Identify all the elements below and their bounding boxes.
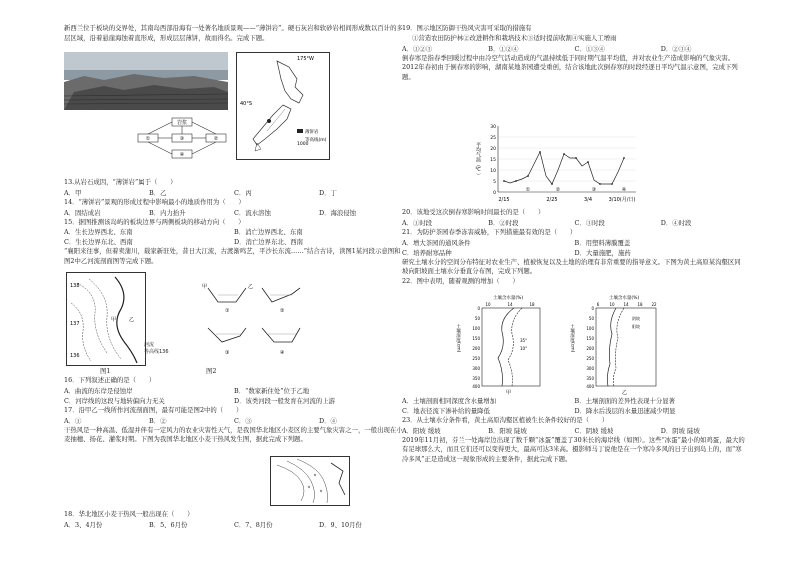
q15-option-c[interactable]: C．生长边界东北、西南 [64,238,133,247]
svg-text:18: 18 [637,302,643,307]
flow-label-magma: 岩浆 [176,120,188,126]
svg-text:250: 250 [472,356,480,361]
q23-option-b[interactable]: B．阳坡 陡坡 [488,426,527,435]
soil-ylabel: 土壤深度(cm) [455,324,461,353]
dry-hot-wind-map [270,456,350,506]
q23-option-d[interactable]: D．阴坡 陡坡 [660,426,700,435]
q18-stem: 18．华北地区小麦干热风一般出现在（ ） [64,510,194,518]
q19-option-c[interactable]: C．①③④ [574,44,605,53]
q14-option-c[interactable]: C．流水溶蚀 [234,208,271,217]
q15-stem: 15．据图推测该岛屿的板块边界与两侧板块的移动方向（ ） [64,217,245,226]
q16-option-b[interactable]: B．“数家新住处”位于乙地 [234,386,310,395]
svg-text:150: 150 [586,336,594,341]
q20-stem: 20．该地受这次倒春寒影响时间最长的是（ ） [402,208,545,216]
fig2-mark-jia-1: 甲 [202,284,208,290]
temp-xtick-1: 2/15 [498,197,510,203]
svg-text:0: 0 [493,191,496,196]
q21-option-d[interactable]: D．大量施肥，施药 [574,248,631,257]
svg-text:35°: 35° [520,338,528,343]
fig2-mark-3: ③ [225,350,230,356]
svg-text:土壤深度(cm): 土壤深度(cm) [569,324,575,353]
q14-option-d[interactable]: D．海浪侵蚀 [319,208,357,217]
q17-option-d[interactable]: D．④ [319,416,337,425]
q14-options [64,208,404,218]
figure-2-caption: 图2 [206,367,217,375]
temp-marker-4: ④ [621,187,627,193]
q22-options-row2 [402,406,747,416]
svg-text:250: 250 [586,356,594,361]
q18-option-c[interactable]: C．7、8月份 [234,520,273,529]
q13-option-c[interactable]: C．丙 [234,188,252,197]
q21-option-c[interactable]: C．培养耐寒品种 [402,248,452,257]
q22-option-d[interactable]: D．降水后浅层的水量迅速减少明显 [574,407,676,415]
q23-option-c[interactable]: C．阴坡 缓坡 [574,426,614,435]
q14-option-b[interactable]: B．内力抬升 [149,208,186,217]
q16-option-c[interactable]: C．河岸线的这段与地转偏向力无关 [64,396,165,405]
svg-text:0: 0 [477,306,480,311]
svg-text:30: 30 [490,125,496,130]
q18-option-a[interactable]: A．3、4月份 [64,520,103,529]
q14-stem: 14．“薄饼岩”景观的形成过程中影响最小的地质作用为（ ） [64,197,245,206]
svg-text:50: 50 [588,316,594,321]
right-questions-1 [402,208,747,287]
svg-text:22: 22 [651,302,657,307]
q16-options-row2 [64,396,404,406]
soil-moisture-chart-jia [452,294,552,394]
q22-option-b[interactable]: B．土壤剖面的差异性表现十分显著 [574,397,676,405]
q20-option-a[interactable]: A．①时段 [402,218,433,227]
q18-option-d[interactable]: D．9、10月份 [319,520,362,529]
q22-options-row1 [402,396,747,406]
soil-label-yi: 乙 [622,390,628,396]
svg-text:6: 6 [596,302,600,307]
q19-option-d[interactable]: D．②③④ [660,44,692,53]
svg-text:阳坡: 阳坡 [632,324,640,329]
q23-option-a[interactable]: A．阳坡 缓坡 [402,426,441,435]
q21-stem: 21．为防护茶园春季冻害威胁，下列措施最有效的是（ ） [402,227,577,236]
svg-text:50: 50 [474,316,480,321]
right-questions-2 [402,396,747,465]
q17-option-a[interactable]: A．① [64,416,82,425]
q19-option-a[interactable]: A．①②③ [402,44,433,53]
svg-text:20: 20 [490,147,496,152]
q15-option-b[interactable]: B．消亡边界西北、东南 [234,228,303,237]
svg-text:5: 5 [493,180,496,185]
q14-option-a[interactable]: A．固结成岩 [64,208,101,217]
fig1-legend-river: 河流 [144,342,155,348]
svg-text:10°: 10° [520,346,528,351]
svg-text:400: 400 [472,384,480,389]
q22-stem: 22．图中表明，随着观测的增加（ ） [402,276,519,285]
svg-text:10: 10 [485,302,491,307]
flow-label-4: ④ [179,152,185,158]
figure-1-legend [144,342,169,356]
svg-text:300: 300 [586,366,594,371]
svg-text:阴坡: 阴坡 [632,316,640,321]
temp-marker-2: ② [555,187,561,193]
svg-text:400: 400 [586,384,594,389]
new-zealand-map [236,52,330,160]
temperature-chart [476,122,648,206]
svg-text:150: 150 [472,336,480,341]
svg-text:200: 200 [472,346,480,351]
fig2-mark-yi-1: 乙 [248,284,254,290]
q17-stem: 17．沿甲乙一线所作河流剖面图，最有可能是图2中的（ ） [64,405,243,414]
q20-options [402,218,747,228]
q15-options-row1 [64,227,404,237]
right-column [402,24,747,82]
intro-paragraph-2: “襄阳来往事，但着卖蒲川，载家新驻处，昔日大江流，古渡渐鸣艺，平沙长东流……”结合古诗，读图1某河段示意图和图2中乙河流剖面图等完成下题。 [64,247,401,265]
q16-option-d[interactable]: D．该类河段一般发育在河流的上游 [234,396,335,405]
intro-paragraph-4: 倒春寒是指春季回暖过程中由冷空气活动造成的气温持续低于同时期气温平均值，并对农业生产造成影响的气象灾害。2012年春初由于倒春寒的影响，湖南某地茶园遭受重创，结合该地此次倒春寒的时段经逐日平均气温示意图，完成下列题。 [402,53,738,81]
fig1-legend-contour: 等高线136 [144,349,169,355]
svg-text:200: 200 [586,346,594,351]
map-legend-1: 薄饼岩 [305,130,319,135]
left-questions-2 [64,376,404,445]
temp-marker-1: ① [525,187,531,193]
svg-text:0: 0 [591,306,594,311]
temp-xtick-2: 2/25 [546,197,558,203]
q17-option-b[interactable]: B．② [149,416,167,425]
q15-options-row2 [64,237,404,247]
q18-option-b[interactable]: B．5、6月份 [149,520,188,529]
flow-label-1: ① [145,136,151,142]
q19-option-b[interactable]: B．①②④ [488,44,519,53]
q20-option-c[interactable]: C．③时段 [574,218,605,227]
svg-text:300: 300 [472,366,480,371]
q19-detail: ①营造农田防护林②改进耕作和栽培技术③适时提前收割④实施人工增雨 [412,33,617,42]
temp-y-label: 平均气温（℃） [475,142,481,178]
svg-text:350: 350 [586,376,594,381]
flow-diagram [136,116,228,160]
soil-title-yi: 土壤含水量(%) [608,296,640,301]
q16-options-row1 [64,386,404,396]
q16-option-a[interactable]: A．曲流的东岸是侵蚀岸 [64,386,133,395]
svg-text:乙: 乙 [129,317,135,323]
temp-marker-3: ③ [591,187,597,193]
q18-options [64,520,404,530]
q21-option-a[interactable]: A．增大茶园的通风条件 [402,238,471,247]
q13-option-d[interactable]: D．丁 [319,188,337,197]
left-column [64,24,404,43]
q23-stem: 23．从土壤水分条件看，黄土高原沟壑区植被生长条件较好的是（ ） [402,416,609,424]
intro-paragraph-5: 研究土壤水分的空间分布特征对农业生产、植被恢复以及土地的治理有非常重要的指导意义。下图为黄土高原某沟壑区同坡向阳坡面土壤水分垂直分布图，完成下列题。 [402,257,741,276]
q13-stem: 13.从岩石成因，“薄饼岩”属于（ ） [64,178,177,186]
map-legend-contour: 1000 [297,142,309,147]
figure-2-cross-sections [200,280,312,362]
soil-label-jia: 甲 [506,390,512,396]
fig2-mark-4: ④ [280,350,285,356]
figure-1-caption: 图1 [100,367,111,375]
svg-text:14: 14 [507,302,513,307]
soil-moisture-chart-yi [568,294,668,394]
q13-option-b[interactable]: B．乙 [149,188,167,197]
svg-text:350: 350 [472,376,480,381]
svg-text:10: 10 [490,169,496,174]
temp-xtick-4: 3/10(月/日) [608,197,636,203]
flow-label-3: ③ [179,136,185,142]
map-lon-label: 175°W [297,56,314,62]
q19-stem: 19．图示地区防御干热风灾害可采取的措施有 [402,24,532,32]
intro-paragraph-1: 新西兰位于板块的交界处，其南岛西部沿海有一处著名地质景观——“薄饼岩”。硬石灰岩和软砂岩相间形成数以百计的多层区域，沿着悬崖海蚀着直形成，形成层层薄饼，故而得名。完成下题。 [64,24,403,42]
q21-options-row2 [402,248,747,258]
q20-option-b[interactable]: B．②时段 [488,218,519,227]
fig1-num-136: 136 [70,353,80,359]
svg-text:18: 18 [529,302,535,307]
svg-text:14: 14 [623,302,629,307]
fig1-num-138: 138 [70,283,80,289]
temp-xtick-3: 3/4 [583,197,593,203]
q17-options [64,416,404,426]
q22-option-a[interactable]: A．土壤剖面相同深度含水量增加 [402,397,497,405]
q20-option-d[interactable]: D．④时段 [660,218,692,227]
flow-label-2: ② [213,136,219,142]
q15-option-d[interactable]: D．消亡边界东北、西南 [234,238,304,247]
q21-option-b[interactable]: B．用塑料薄膜覆盖 [574,238,631,247]
q16-stem: 16．下列叙述正确的是（ ） [64,376,156,384]
intro-paragraph-3: 干热风是一种高温、低湿并伴有一定风力的农业灾害性天气，是我国华北地区小麦区的主要气象灾害之一，一般出现在小麦抽穗、扬花、灌浆时期。下图为我国华北地区小麦干热风发生图，据此完成下列题。 [64,425,403,444]
intro-paragraph-6: 2019年11月初，芬兰一处海岸边出现了数千颗“冰蛋”覆盖了30米长的海岸线（如图）。这些“冰蛋”最小的如鸡蛋，最大的有足球那么大，而且它们还可以变得更大，最高可达3米高。摄影师马丁说他是在一个寒冷多风的日子出到岛上的，而“寒冷多风”正是造成这一现象形成的主要条件，据此完成下题。 [402,435,745,463]
pancake-rock-marker [267,119,271,123]
soil-title-jia: 土壤含水量(%) [492,296,524,301]
fig1-num-137: 137 [70,321,80,327]
map-legend-2: 等高线(m) [305,138,327,143]
map-lat-label: 40°S [240,101,253,107]
svg-text:100: 100 [586,326,594,331]
svg-text:甲: 甲 [111,317,117,323]
svg-text:25: 25 [490,136,496,141]
q19-options [402,44,747,54]
q21-options-row1 [402,238,747,248]
q13-options [64,188,404,198]
fig2-mark-2: ② [280,308,285,314]
q17-option-c[interactable]: C．③ [234,416,252,425]
q13-option-a[interactable]: A．甲 [64,188,82,197]
figure-1-river-map [66,272,146,366]
left-questions-1 [64,178,404,267]
svg-text:100: 100 [472,326,480,331]
fig2-mark-1: ① [225,308,230,314]
q22-option-c[interactable]: C．地表径流下渗补给的量降低 [402,407,490,415]
left-questions-3 [64,510,404,530]
pancake-rocks-photo [64,52,228,110]
svg-text:15: 15 [490,158,496,163]
temp-series-line [504,152,624,184]
q15-option-a[interactable]: A．生长边界西北、东南 [64,228,133,237]
svg-text:10: 10 [609,302,615,307]
q23-options [402,426,747,436]
